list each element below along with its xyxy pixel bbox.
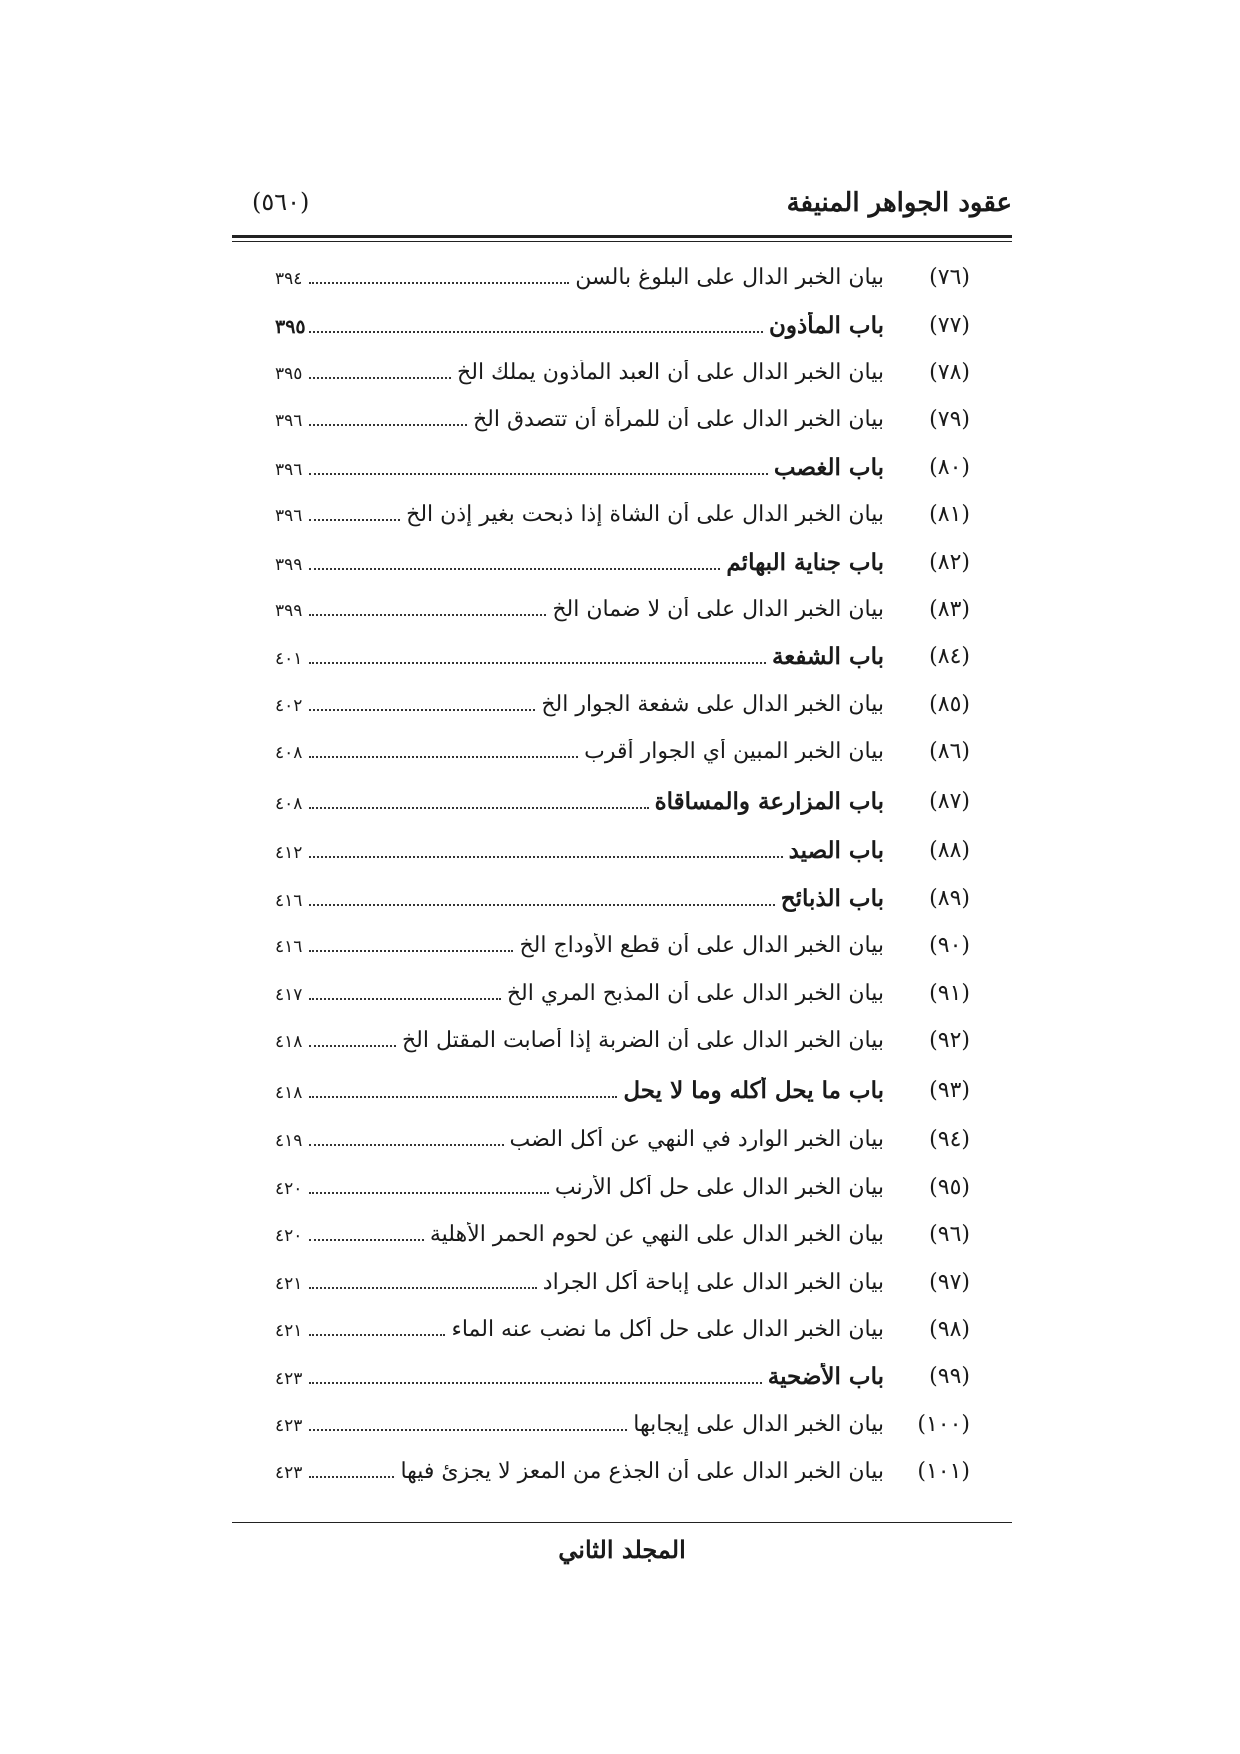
- entry-page-number: ٤١٧: [275, 984, 303, 1005]
- chapter-title: باب المزارعة والمساقاة: [654, 787, 884, 815]
- toc-entry[interactable]: [275, 254, 970, 301]
- dot-leader: [309, 662, 766, 664]
- dot-leader: [309, 1334, 445, 1336]
- dot-leader: [309, 856, 783, 858]
- toc-entry[interactable]: [275, 1211, 970, 1258]
- dot-leader: [309, 1287, 537, 1289]
- entry-page-number: ٣٩٦: [275, 411, 303, 432]
- running-header: [232, 188, 1012, 228]
- chapter-title: باب المأذون: [768, 311, 884, 339]
- dot-leader: [309, 1239, 424, 1241]
- entry-number: (٨٠): [929, 454, 970, 480]
- entry-line: [275, 981, 884, 1006]
- entry-number: (٨٤): [929, 644, 970, 670]
- chapter-title: باب الشفعة: [771, 643, 884, 671]
- entry-page-number: ٣٩٤: [275, 269, 303, 290]
- entry-line: [275, 837, 884, 864]
- entry-title: بيان الخبر الدال على أن الجذع من المعز لا يجزئ فيها: [400, 1459, 884, 1485]
- entry-page-number: ٤١٨: [275, 1082, 303, 1103]
- dot-leader: [309, 1192, 549, 1194]
- entry-line: [275, 1222, 884, 1247]
- entry-page-number: ٤٢٠: [275, 1226, 303, 1247]
- entry-title: بيان الخبر المبين أي الجوار أقرب: [584, 739, 884, 765]
- entry-line: [275, 692, 884, 717]
- entry-line: [275, 1459, 884, 1484]
- dot-leader: [309, 377, 451, 379]
- entry-number: (٩٢): [929, 1028, 970, 1054]
- entry-number: (٩٧): [929, 1269, 970, 1295]
- toc-entry[interactable]: [275, 875, 970, 922]
- entry-page-number: ٤١٦: [275, 937, 303, 958]
- entry-line: [275, 597, 884, 622]
- toc-entry[interactable]: [275, 491, 970, 538]
- toc-entry[interactable]: [275, 1164, 970, 1211]
- entry-line: [275, 788, 884, 815]
- entry-title: بيان الخبر الدال على أن الشاة إذا ذبحت بغير إذن الخ: [406, 502, 884, 528]
- entry-line: [275, 739, 884, 764]
- dot-leader: [309, 1382, 762, 1384]
- toc-entry[interactable]: [275, 396, 970, 443]
- dot-leader: [309, 568, 720, 570]
- toc-entry[interactable]: [275, 1258, 970, 1305]
- toc-entry[interactable]: [275, 1448, 970, 1495]
- toc-entry[interactable]: [275, 827, 970, 874]
- toc-entry[interactable]: [275, 922, 970, 969]
- toc-entry[interactable]: [275, 1017, 970, 1064]
- chapter-title: باب الأضحية: [767, 1363, 884, 1391]
- chapter-title: باب الصيد: [788, 837, 884, 865]
- entry-number: (٩٤): [929, 1127, 970, 1153]
- entry-page-number: ٤٠٨: [275, 793, 303, 814]
- dot-leader: [309, 331, 763, 333]
- entry-page-number: ٤١٢: [275, 843, 303, 864]
- entry-line: [275, 454, 884, 481]
- dot-leader: [309, 904, 775, 906]
- dot-leader: [309, 709, 535, 711]
- entry-page-number: ٣٩٥: [275, 363, 303, 384]
- entry-title: بيان الخبر الدال على أن العبد المأذون يملك الخ: [457, 359, 884, 385]
- entry-title: بيان الخبر الدال على أن الضربة إذا أصابت المقتل الخ: [401, 1028, 884, 1054]
- entry-page-number: ٣٩٦: [275, 459, 303, 480]
- volume-label: المجلد الثاني: [558, 1535, 686, 1564]
- toc-entry[interactable]: [275, 1306, 970, 1353]
- toc-entry[interactable]: [275, 775, 970, 827]
- dot-leader: [309, 473, 768, 475]
- entry-page-number: ٤٢٣: [275, 1369, 303, 1390]
- entry-number: (٧٨): [929, 359, 970, 385]
- chapter-title: باب جناية البهائم: [726, 548, 884, 576]
- entry-number: (٩٦): [929, 1222, 970, 1248]
- entry-line: [275, 265, 884, 290]
- entry-page-number: ٤٢١: [275, 1273, 303, 1294]
- entry-number: (٩٠): [929, 933, 970, 959]
- entry-title: بيان الخبر الدال على النهي عن لحوم الحمر الأهلية: [429, 1222, 884, 1248]
- entry-number: (١٠١): [917, 1459, 970, 1485]
- dot-leader: [309, 614, 546, 616]
- header-rule-thin: [232, 241, 1012, 242]
- entry-number: (٨٦): [929, 739, 970, 765]
- header-rule: [232, 235, 1012, 238]
- dot-leader: [309, 1045, 396, 1047]
- entry-line: [275, 1412, 884, 1437]
- entry-page-number: ٤٠١: [275, 649, 303, 670]
- entry-title: بيان الخبر الدال على إيجابها: [633, 1411, 884, 1437]
- entry-page-number: ٤٠٢: [275, 695, 303, 716]
- entry-page-number: ٤٢٣: [275, 1463, 303, 1484]
- toc-entry[interactable]: [275, 586, 970, 633]
- entry-line: [275, 407, 884, 432]
- entry-number: (٩٥): [929, 1174, 970, 1200]
- toc-entry[interactable]: [275, 633, 970, 680]
- chapter-title: باب ما يحل أكله وما لا يحل: [623, 1076, 884, 1104]
- entry-page-number: ٤٢٠: [275, 1178, 303, 1199]
- toc-entry[interactable]: [275, 1353, 970, 1400]
- entry-line: [275, 312, 884, 339]
- dot-leader: [309, 519, 400, 521]
- dot-leader: [309, 1429, 627, 1431]
- entry-line: [275, 933, 884, 958]
- entry-page-number: ٣٩٥: [275, 315, 306, 338]
- toc-entry[interactable]: [275, 444, 970, 491]
- dot-leader: [309, 1476, 394, 1478]
- dot-leader: [309, 950, 513, 952]
- entry-number: (٨٣): [929, 596, 970, 622]
- entry-line: [275, 1270, 884, 1295]
- entry-line: [275, 549, 884, 576]
- entry-number: (٧٧): [929, 312, 970, 338]
- dot-leader: [309, 756, 578, 758]
- toc-entry[interactable]: [275, 349, 970, 396]
- chapter-title: باب الذبائح: [780, 884, 884, 912]
- dot-leader: [309, 1144, 504, 1146]
- entry-title: بيان الخبر الدال على حل أكل الأرنب: [554, 1174, 884, 1200]
- entry-title: بيان الخبر الدال على أن لا ضمان الخ: [552, 596, 884, 622]
- entry-page-number: ٣٩٩: [275, 600, 303, 621]
- entry-title: بيان الخبر الدال على إباحة أكل الجراد: [542, 1269, 884, 1295]
- entry-number: (١٠٠): [917, 1411, 970, 1437]
- dot-leader: [309, 807, 649, 809]
- entry-number: (٨٩): [929, 885, 970, 911]
- entry-page-number: ٣٩٩: [275, 554, 303, 575]
- entry-line: [275, 1175, 884, 1200]
- entry-line: [275, 885, 884, 912]
- entry-number: (٨٨): [929, 838, 970, 864]
- entry-title: بيان الخبر الوارد في النهي عن أكل الضب: [509, 1127, 884, 1153]
- entry-number: (٩٩): [929, 1364, 970, 1390]
- entry-line: [275, 360, 884, 385]
- toc-entry[interactable]: [275, 969, 970, 1016]
- entry-title: بيان الخبر الدال على أن المذبح المري الخ: [506, 980, 884, 1006]
- footer-rule: [232, 1522, 1012, 1523]
- entry-number: (٩٣): [929, 1077, 970, 1103]
- entry-number: (٨٢): [929, 549, 970, 575]
- entry-line: [275, 643, 884, 670]
- entry-page-number: ٤٠٨: [275, 743, 303, 764]
- entry-page-number: ٤٢٣: [275, 1415, 303, 1436]
- entry-number: (٧٩): [929, 407, 970, 433]
- entry-page-number: ٣٩٦: [275, 506, 303, 527]
- entry-page-number: ٤١٦: [275, 890, 303, 911]
- entry-line: [275, 1077, 884, 1104]
- entry-line: [275, 1317, 884, 1342]
- entry-line: [275, 1028, 884, 1053]
- entry-number: (٧٦): [929, 265, 970, 291]
- toc-entry[interactable]: [275, 301, 970, 348]
- dot-leader: [309, 1096, 617, 1098]
- entry-number: (٨١): [929, 502, 970, 528]
- book-title: عقود الجواهر المنيفة: [786, 188, 1012, 218]
- toc-entry[interactable]: [275, 1064, 970, 1116]
- entry-number: (٨٧): [929, 788, 970, 814]
- entry-number: (٩٨): [929, 1317, 970, 1342]
- toc-entry[interactable]: [275, 538, 970, 585]
- entry-page-number: ٤١٩: [275, 1131, 303, 1152]
- toc-entry[interactable]: [275, 1116, 970, 1163]
- entry-line: [275, 1127, 884, 1152]
- entry-line: [275, 502, 884, 527]
- page-number: (٥٦٠): [252, 188, 310, 216]
- table-of-contents: [275, 254, 970, 1495]
- entry-title: بيان الخبر الدال على أن قطع الأوداج الخ: [519, 933, 884, 959]
- chapter-title: باب الغصب: [773, 453, 884, 481]
- dot-leader: [309, 282, 569, 284]
- dot-leader: [309, 424, 467, 426]
- entry-title: بيان الخبر الدال على البلوغ بالسن: [575, 265, 884, 291]
- toc-entry[interactable]: [275, 728, 970, 775]
- entry-page-number: ٤٢١: [275, 1321, 303, 1341]
- entry-line: [275, 1363, 884, 1390]
- entry-title: بيان الخبر الدال على أن للمرأة أن تتصدق الخ: [472, 407, 884, 433]
- entry-number: (٨٥): [929, 691, 970, 717]
- entry-title: بيان الخبر الدال على شفعة الجوار الخ: [541, 691, 884, 717]
- toc-entry[interactable]: [275, 681, 970, 728]
- toc-entry[interactable]: [275, 1401, 970, 1448]
- entry-page-number: ٤١٨: [275, 1032, 303, 1053]
- entry-number: (٩١): [929, 980, 970, 1006]
- entry-title: بيان الخبر الدال على حل أكل ما نضب عنه الماء: [451, 1317, 884, 1342]
- dot-leader: [309, 998, 501, 1000]
